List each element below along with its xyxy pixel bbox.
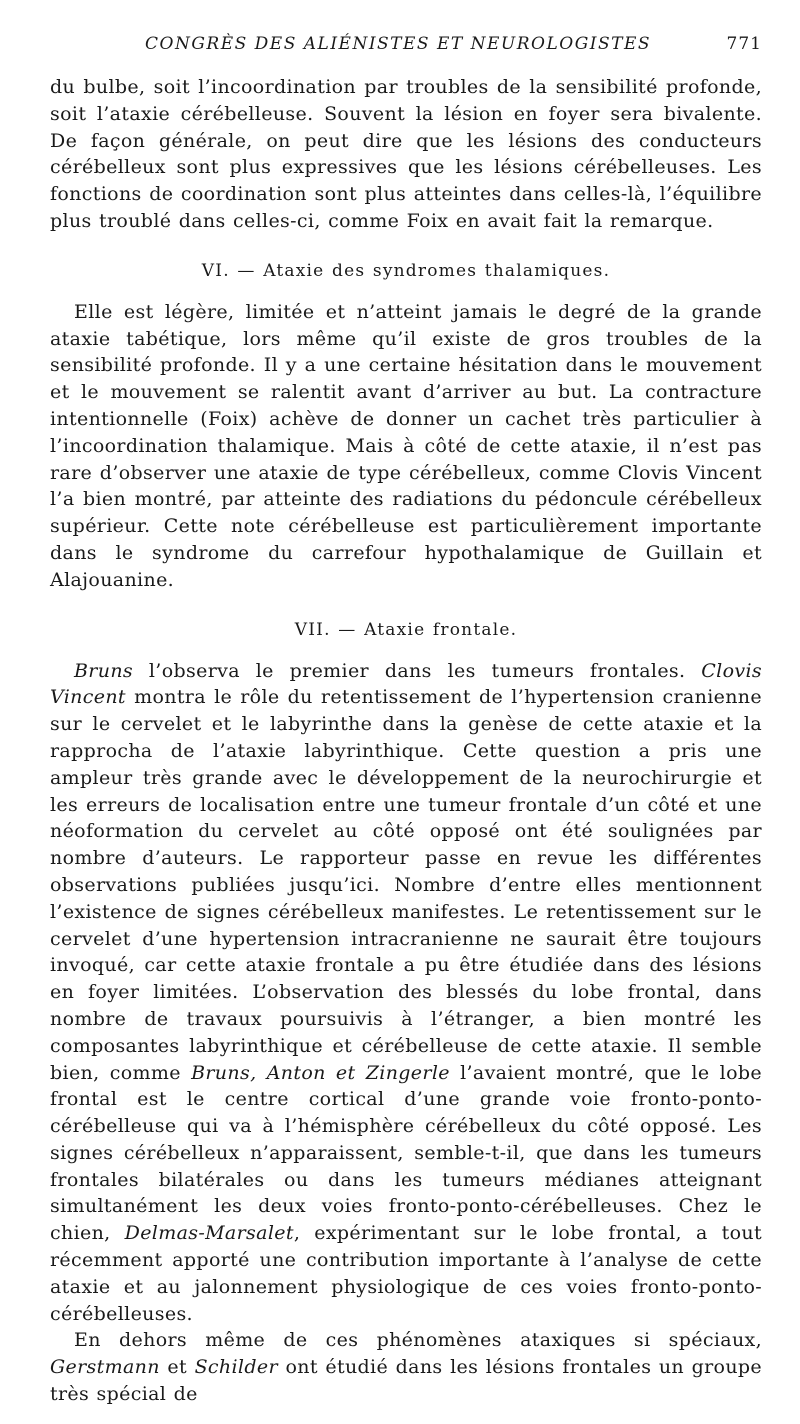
author-name-gerstmann: Gerstmann: [50, 1356, 160, 1379]
running-head-title: CONGRÈS DES ALIÉNISTES ET NEUROLOGISTES: [145, 34, 652, 54]
text-run: En dehors même de ces phénomènes ataxiques si spéciaux,: [74, 1329, 762, 1352]
page-number: 771: [726, 34, 762, 54]
author-name-bruns: Bruns: [74, 659, 134, 682]
running-head: [50, 30, 762, 58]
section-heading-vi: VI. — Ataxie des syndromes thalamiques.: [201, 260, 611, 281]
section-vii-paragraph-2: [50, 1327, 762, 1407]
section-vii-paragraph-1: [50, 658, 762, 1328]
author-name-schilder: Schilder: [194, 1356, 278, 1379]
text-run: l’observa le premier dans les tumeurs frontales.: [133, 659, 702, 682]
text-run: et: [159, 1356, 195, 1379]
author-name-delmas-marsalet: Delmas-Marsalet: [124, 1222, 294, 1245]
author-name-clovis-vincent: Clovis Vincent: [50, 659, 762, 709]
section-heading-vii: VII. — Ataxie frontale.: [294, 619, 518, 640]
text-run: ont étudié dans les lésions frontales un groupe très spécial de: [50, 1356, 763, 1406]
book-page: [50, 30, 762, 1408]
text-run: montra le rôle du retentissement de l’hypertension cranienne sur le cervelet et le labyrinthe dans la genèse de cette ataxie et la rapprocha de l’ataxie labyrinthique. Cette question a pris une ampleur très grande avec le développement de la neurochirurgie et les erreurs de localisation entre une tumeur frontale d’un côté et une néoformation du cervelet au côté opposé ont été soulignées par nombre d’auteurs. Le rapporteur passe en revue les différentes observations publiées jusqu’ici. Nombre d’entre elles mentionnent l’existence de signes cérébelleux manifestes. Le retentissement sur le cervelet d’une hypertension intracranienne ne saurait être toujours invoqué, car cette ataxie frontale a pu être étudiée dans des lésions en foyer limitées. L’observation des blessés du lobe frontal, dans nombre de travaux poursuivis à l’étranger, a bien montré les composantes labyrinthique et cérébelleuse de cette ataxie. Il semble bien, comme: [50, 686, 762, 1084]
author-names-bruns-anton-zingerle: Bruns, Anton et Zingerle: [191, 1061, 450, 1084]
text-run: l’avaient montré, que le lobe frontal est le centre cortical d’une grande voie fronto-ponto-cérébelleuse qui va à l’hémisphère cérébelleux du côté opposé. Les signes cérébelleux n’apparaissent, semble-t-il, que dans les tumeurs frontales bilatérales ou dans les tumeurs médianes atteignant simultanément les deux voies fronto-ponto-cérébelleuses. Chez le chien,: [50, 1061, 762, 1245]
text-run: , expérimentant sur le lobe frontal, a tout récemment apporté une contribution importante à l’analyse de cette ataxie et au jalonnement physiologique de ces voies fronto-ponto-cérébelleuses.: [50, 1222, 762, 1325]
body-text: [50, 74, 762, 1408]
section-vi-paragraph: Elle est légère, limitée et n’atteint jamais le degré de la grande ataxie tabétique, lors même qu’il existe de gros troubles de la sensibilité profonde. Il y a une certaine hésitation dans le mouvement et le mouvement se ralentit avant d’arriver au but. La contracture intentionnelle (Foix) achève de donner un cachet très particulier à l’incoordination thalamique. Mais à côté de cette ataxie, il n’est pas rare d’observer une ataxie de type cérébelleux, comme Clovis Vincent l’a bien montré, par atteinte des radiations du pédoncule cérébelleux supérieur. Cette note cérébelleuse est particulièrement importante dans le syndrome du carrefour hypothalamique de Guillain et Alajouanine.: [50, 300, 762, 591]
intro-paragraph: du bulbe, soit l’incoordination par troubles de la sensibilité profonde, soit l’ataxie cérébelleuse. Souvent la lésion en foyer sera bivalente. De façon générale, on peut dire que les lésions des conducteurs cérébelleux sont plus expressives que les lésions cérébelleuses. Les fonctions de coordination sont plus atteintes dans celles-là, l’équilibre plus troublé dans celles-ci, comme Foix en avait fait la remarque.: [50, 76, 762, 232]
